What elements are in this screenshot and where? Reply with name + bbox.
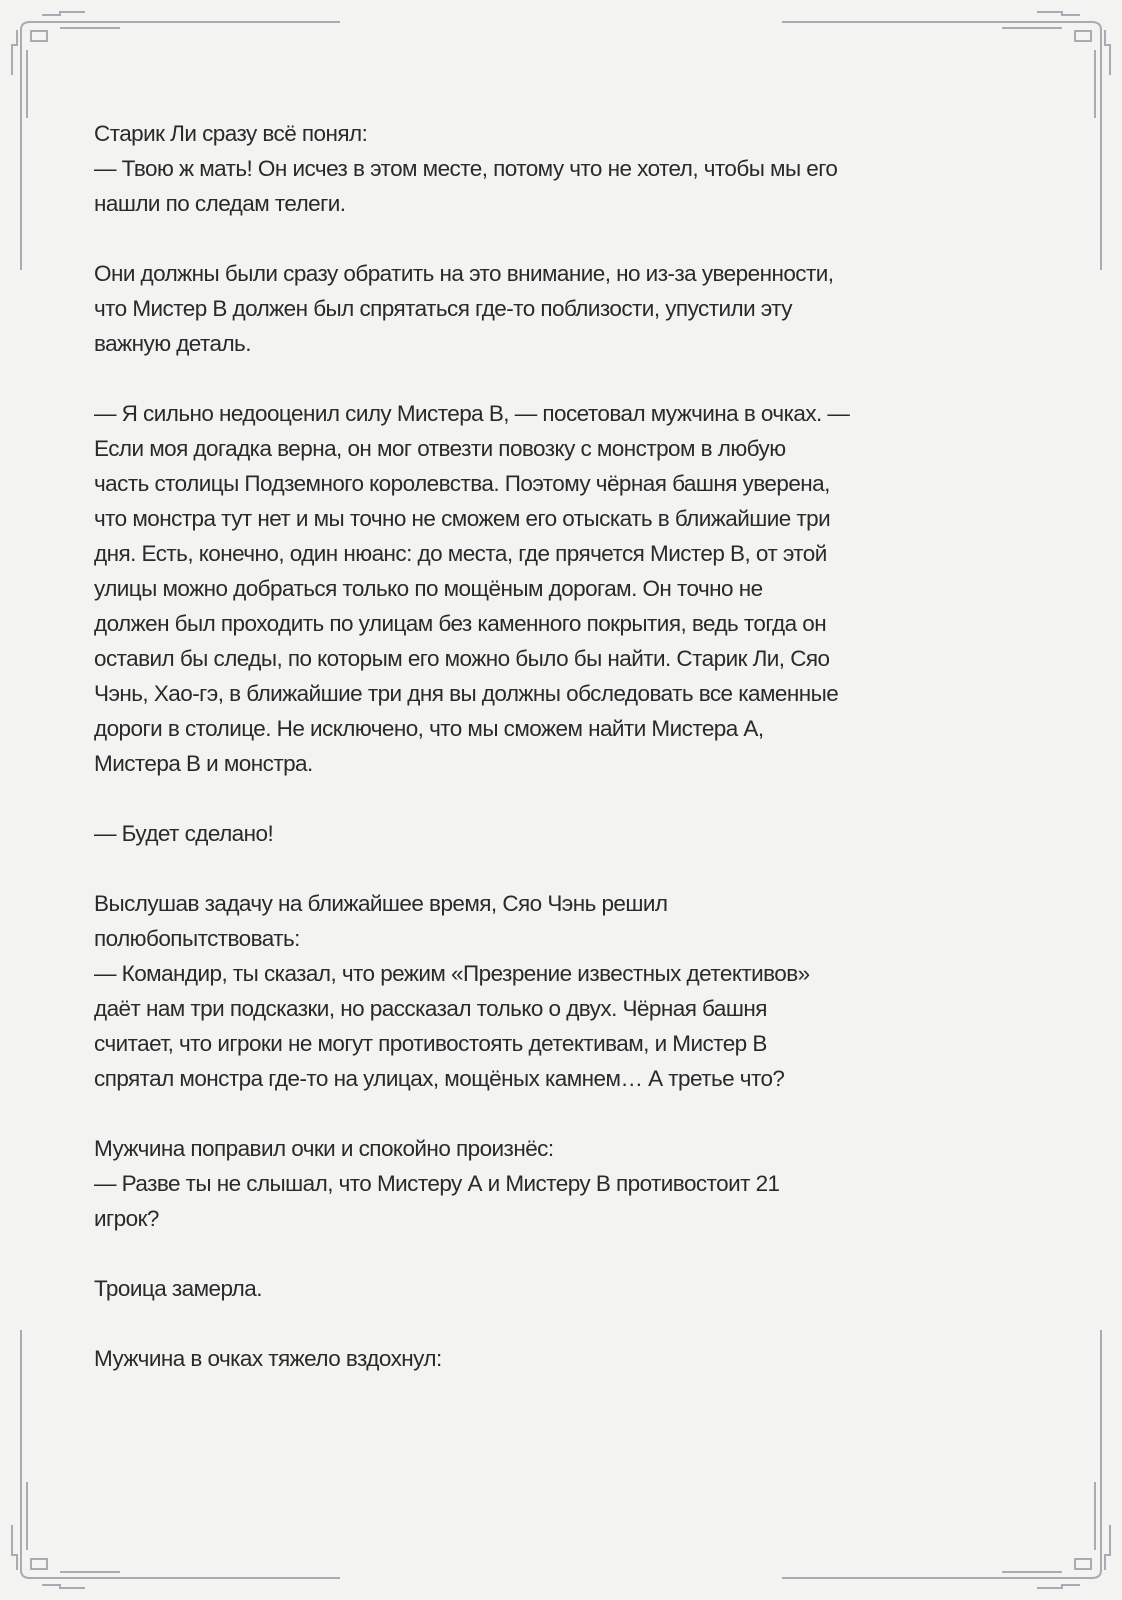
text-line: Мужчина в очках тяжело вздохнул: [94, 1346, 442, 1371]
paragraph-spacer [94, 1306, 1044, 1341]
text-line: улицы можно добраться только по мощёным дорогам. Он точно не [94, 576, 763, 601]
paragraph [94, 1271, 1044, 1306]
paragraph [94, 886, 1044, 1096]
text-line: Мужчина поправил очки и спокойно произнёс: [94, 1136, 554, 1161]
text-line: часть столицы Подземного королевства. Поэтому чёрная башня уверена, [94, 471, 830, 496]
text-line: Троица замерла. [94, 1276, 262, 1301]
paragraph [94, 816, 1044, 851]
paragraph [94, 256, 1044, 361]
text-line: Старик Ли сразу всё понял: [94, 121, 368, 146]
text-line: Выслушав задачу на ближайшее время, Сяо Чэнь решил [94, 891, 668, 916]
text-line: что монстра тут нет и мы точно не сможем его отыскать в ближайшие три [94, 506, 831, 531]
text-line: Мистера В и монстра. [94, 751, 313, 776]
text-line: — Будет сделано! [94, 821, 274, 846]
text-line: важную деталь. [94, 331, 251, 356]
paragraph-spacer [94, 1096, 1044, 1131]
paragraph-spacer [94, 1236, 1044, 1271]
paragraph [94, 1341, 1044, 1376]
document-body [94, 116, 1044, 1376]
paragraph [94, 396, 1044, 781]
text-line: — Твою ж мать! Он исчез в этом месте, потому что не хотел, чтобы мы его [94, 156, 838, 181]
paragraph-spacer [94, 221, 1044, 256]
text-line: нашли по следам телеги. [94, 191, 346, 216]
text-line: дня. Есть, конечно, один нюанс: до места, где прячется Мистер В, от этой [94, 541, 827, 566]
paragraph [94, 116, 1044, 221]
paragraph-spacer [94, 361, 1044, 396]
text-line: спрятал монстра где-то на улицах, мощёных камнем… А третье что? [94, 1066, 785, 1091]
text-line: Они должны были сразу обратить на это внимание, но из-за уверенности, [94, 261, 834, 286]
text-line: игрок? [94, 1206, 159, 1231]
text-line: Если моя догадка верна, он мог отвезти повозку с монстром в любую [94, 436, 786, 461]
text-line: дороги в столице. Не исключено, что мы сможем найти Мистера А, [94, 716, 764, 741]
text-line: Чэнь, Хао-гэ, в ближайшие три дня вы должны обследовать все каменные [94, 681, 839, 706]
text-line: полюбопытствовать: [94, 926, 300, 951]
text-line: даёт нам три подсказки, но рассказал только о двух. Чёрная башня [94, 996, 767, 1021]
text-line: — Я сильно недооценил силу Мистера В, — посетовал мужчина в очках. — [94, 401, 850, 426]
text-line: должен был проходить по улицам без каменного покрытия, ведь тогда он [94, 611, 827, 636]
text-line: — Разве ты не слышал, что Мистеру А и Мистеру В противостоит 21 [94, 1171, 780, 1196]
text-line: — Командир, ты сказал, что режим «Презрение известных детективов» [94, 961, 810, 986]
paragraph-spacer [94, 851, 1044, 886]
paragraph [94, 1131, 1044, 1236]
paragraph-spacer [94, 781, 1044, 816]
text-line: оставил бы следы, по которым его можно было бы найти. Старик Ли, Сяо [94, 646, 830, 671]
text-line: что Мистер В должен был спрятаться где-то поблизости, упустили эту [94, 296, 792, 321]
text-line: считает, что игроки не могут противостоять детективам, и Мистер В [94, 1031, 767, 1056]
